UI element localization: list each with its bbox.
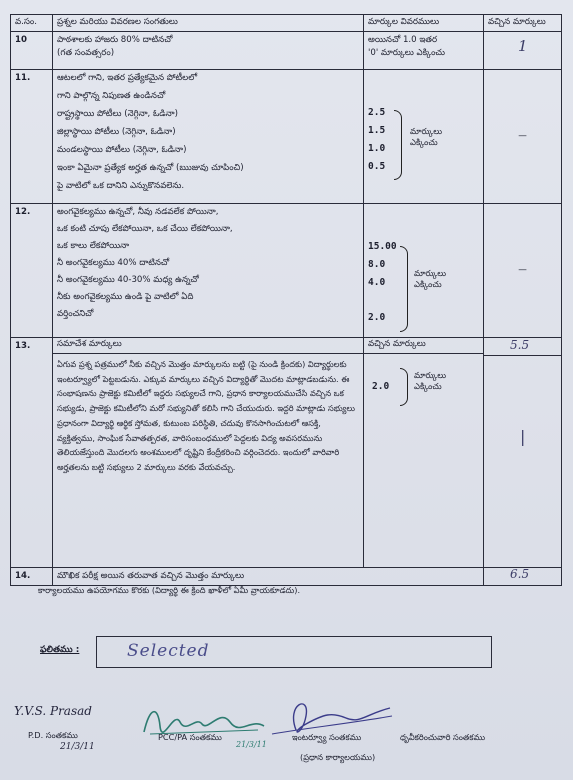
row-sno: 11. [11,70,53,204]
brace-icon [400,368,408,406]
table-row [11,338,562,568]
marks-value: 1.0 [368,143,386,154]
pd-label: P.D. సంతకము [28,730,78,740]
office-note: కార్యాలయము ఉపయోగము కొరకు (విద్యార్థి ఈ క్రింది ఖాళీలో ఏమీ వ్రాయకూడదు). [38,585,301,595]
table-header [11,15,562,32]
row-awarded [484,204,562,338]
row-marks-detail [364,338,484,568]
marks-value: 15.00 [368,241,397,252]
head-sublabel: (ప్రధాన కార్యాలయము) [300,752,376,762]
brace-label [414,268,446,290]
result-value: Selected [127,641,210,661]
question-line: ఆటలలో గాని, ఇతర ప్రత్యేకమైన పోటీలలో [57,73,198,83]
brace-label-line: మార్కులు [414,268,447,278]
brace-label-line: మార్కులు [410,126,443,136]
brace-label-line: ఎక్కించు [410,137,438,147]
row-question [53,338,364,568]
row-question [53,32,364,70]
row-awarded [484,338,562,568]
row-sno: 13. [11,338,53,568]
brace-label-line: ఎక్కించు [414,381,442,391]
marks-value: 8.0 [368,259,386,270]
row-sno: 10 [11,32,53,70]
question-line: పాఠశాలకు హాజరు 80% దాటినచో [57,35,173,45]
question-line: వర్తించనిచో [57,309,94,319]
table-row [11,32,562,70]
table-row [11,70,562,204]
brace-icon [400,246,408,332]
awarded-mark: — [518,265,527,275]
row-awarded [484,70,562,204]
awarded-mark: 1 [518,37,528,55]
row-question [53,204,364,338]
header-question: ప్రశ్నల మరియు వివరణల సంగతులు [53,15,364,32]
result-field [96,636,492,668]
marks-value: 0.5 [368,161,386,172]
question-line: ఒక కాలు లేకపోయినా [57,241,130,251]
row-marks-detail [364,204,484,338]
question-line: గాని పాల్గొన్న నిపుణత ఉండినచో [57,91,166,101]
marks-value: 2.0 [372,381,390,392]
awarded-mark: — [518,131,527,141]
row-question [53,70,364,204]
awarded-total: 6.5 [510,567,530,581]
question-line: ఒక కంటి చూపు లేకపోయినా, ఒక చేయి లేకపోయినా, [57,224,233,234]
awarded-mark: | [520,427,526,446]
brace-label-line: మార్కులు [414,370,447,380]
interview-paragraph: ఏగువ ప్రశ్న పత్రములో నీకు వచ్చిన మొత్తం మార్కులను బట్టి (పై నుండి క్రిందకు) విద్యార్థులకు ఇంటర్వ్యూలో పెట్టబడును. ఎక్కువ మార్కులు వచ్చిన విద్యార్థితో మొదట మాట్లాడబడును. ఈ సంభాషణను ప్రాజెక్టు కమిటీలో ఇద్దరు సభ్యులచే గాని, ప్రధాన కార్యాలయముచేసి వచ్చిన ఒక సభ్యుడు, ప్రాజెక్టు కమిటీలోని మరో సభ్యునితో కలిసి గాని చేయుదురు. ఇద్దరి మాట్లాడు సభ్యులు ప్రధానంగా విద్యార్థి ఆర్థిక స్తోమత, కుటుంబ పరిస్థితి, చదువు కొనసాగించుటలో ఆసక్తి, వ్యక్తిత్వము, సాంఘిక సేవాతత్పరత, వారిసంబంధములో పెద్దలకు విద్య అవసరమును తెలియజేస్తుంది మొదలగు అంశములలో దృష్టిని కేంద్రీకరించి వర్గించెదరు. ఇందులో వారివారి అర్హతలను బట్టి సభ్యులు 2 మార్కులు వరకు వేయవచ్చు. [57,359,355,472]
marks-value: 1.5 [368,125,386,136]
question-line: రాష్ట్రస్థాయి పోటీలు (నెగ్గినా, ఓడినా) [57,109,178,119]
table-row [11,568,562,586]
pd-date: 21/3/11 [60,742,95,752]
marks-value: 2.0 [368,312,386,323]
question-line: పై వాటిలో ఒక దానిని ఎన్నుకొనవలెను. [57,181,185,191]
row-awarded [484,32,562,70]
detail-heading: వచ్చిన మార్కులు [364,338,483,354]
question-line: నీ అంగవైకల్యము 40-30% మధ్య ఉన్నచో [57,275,199,285]
pd-signature: Y.V.S. Prasad [14,704,92,718]
brace-label [414,370,446,392]
row-sno: 14. [11,568,53,586]
question-line: అంగవైకల్యము ఉన్నచో, నీవు నడవలేక పోయినా, [57,207,219,217]
header-marks-detail: మార్కుల వివరములు [364,15,484,32]
pcc-date: 21/3/11 [236,740,267,749]
question-line: ఇంకా ఏమైనా ప్రత్యేక అర్హత ఉన్నచో (ఋజువు చూపించి) [57,163,244,173]
brace-label-line: ఎక్కించు [414,279,442,289]
question-line: నీ అంగవైకల్యము 40% దాటినచో [57,258,170,268]
result-label: ఫలితము : [40,645,80,655]
question-line: నీకు అంగవైకల్యము ఉండి పై వాటిలో ఏది [57,292,194,302]
marks-value: 2.5 [368,107,386,118]
question-line: మౌఖిక పరీక్ష అయిన తరువాత వచ్చిన మొత్తం మార్కులు [57,571,245,581]
header-sno: వ.సం. [11,15,53,32]
pcc-label: PCC/PA సంతకము [158,732,222,742]
question-line: (గత సంవత్సరం) [57,48,115,58]
header-marks-awarded: వచ్చిన మార్కులు [484,15,562,32]
interviewer-label: ఇంటర్వ్యూ సంతకము [292,732,362,742]
detail-line: '0' మార్కులు ఎక్కించు [368,48,445,58]
row-question [53,568,484,586]
marks-table [10,14,562,586]
question-line: జిల్లాస్థాయి పోటీలు (నెగ్గినా, ఓడినా) [57,127,176,137]
brace-icon [394,110,402,180]
row-marks-detail [364,32,484,70]
marks-value: 4.0 [368,277,386,288]
awarded-subtotal: 5.5 [510,338,530,352]
question-line: మండలస్థాయి పోటీలు (నెగ్గినా, ఓడినా) [57,145,187,155]
table-row [11,204,562,338]
row-marks-detail [364,70,484,204]
brace-label [410,126,442,148]
row-awarded [484,568,562,586]
row-heading: సమాచేశ మార్కులు [53,338,363,354]
row-sno: 12. [11,204,53,338]
head-label: ధృవీకరించువారి సంతకము [400,732,486,742]
detail-line: అయినచో 1.0 ఇతర [368,35,438,45]
